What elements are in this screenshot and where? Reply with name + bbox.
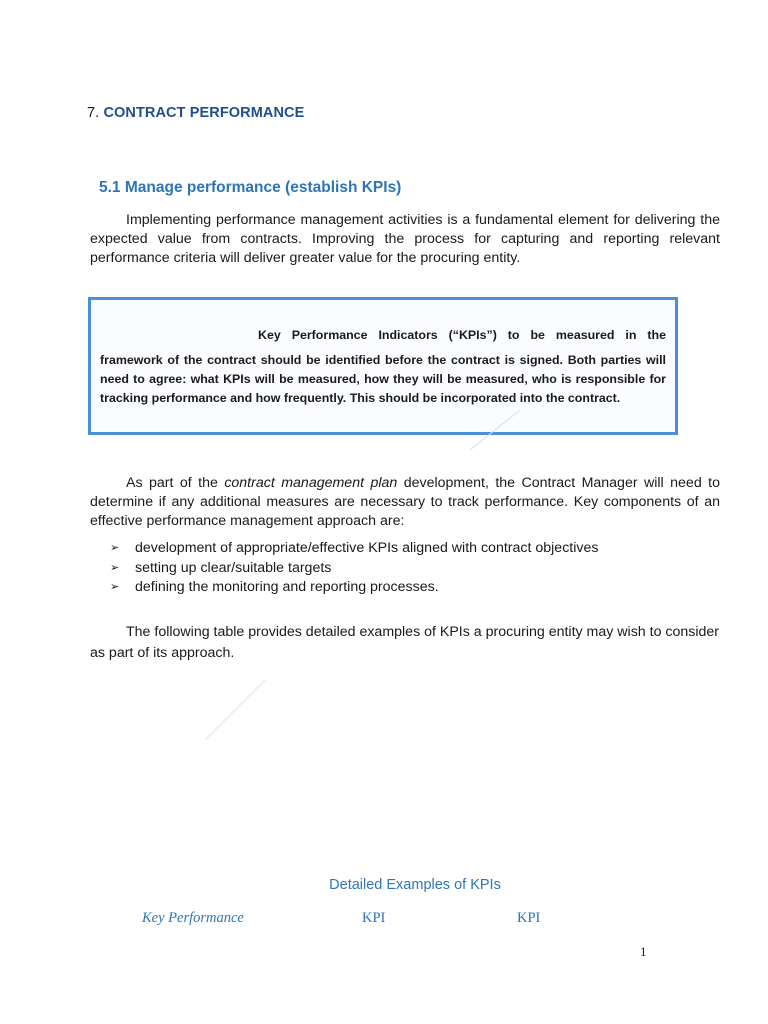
plan-text-before: As part of the — [126, 475, 225, 491]
plan-paragraph — [90, 474, 720, 531]
components-list — [110, 539, 598, 598]
list-item — [110, 559, 598, 579]
faint-line — [205, 680, 265, 740]
page-number: 1 — [640, 944, 647, 959]
table-intro-paragraph — [90, 622, 720, 664]
callout-body: framework of the contract should be identified before the contract is signed. Both parties will need to agree: what KPIs will be measured, how they will be measured, who is responsible for tracking performance and how frequently. This should be incorporated into the contract. — [100, 353, 666, 405]
section-title: CONTRACT PERFORMANCE — [103, 105, 305, 121]
table-caption: Detailed Examples of KPIs — [329, 877, 501, 893]
kpi-callout-box — [88, 297, 678, 435]
list-item — [110, 539, 598, 559]
table-column-header: KPI — [517, 910, 541, 926]
table-intro-text: The following table provides detailed examples of KPIs a procuring entity may wish to consider as part of its approach. — [90, 624, 720, 661]
section-heading — [87, 105, 304, 121]
arrowhead-bullet-icon: ➢ — [110, 581, 120, 593]
callout-text — [100, 326, 666, 408]
list-item-text: defining the monitoring and reporting processes. — [135, 579, 439, 595]
plan-emphasis: contract management plan — [224, 475, 398, 491]
arrowhead-bullet-icon: ➢ — [110, 561, 120, 574]
subsection-title: 5.1 Manage performance (establish KPIs) — [99, 179, 402, 196]
intro-paragraph — [90, 211, 720, 268]
list-item-text: setting up clear/suitable targets — [135, 559, 332, 576]
arrowhead-bullet-icon: ➢ — [110, 542, 120, 554]
callout-first-line — [100, 326, 666, 345]
callout-first-line-text: Key Performance Indicators (“KPIs”) to be measured in the — [258, 328, 666, 342]
plan-text-after: development, the Contract Manager will need to determine if any additional measures are necessary to track performance. Key components of an effective performance management approach are: — [90, 475, 720, 529]
table-column-header: KPI — [362, 910, 386, 926]
section-number: 7. — [87, 105, 100, 121]
table-column-header: Key Performance — [142, 910, 244, 926]
intro-text: Implementing performance management activities is a fundamental element for delivering the expected value from contracts. Improving the process for capturing and reporting relevant performance criteria will deliver greater value for the procuring entity. — [90, 212, 720, 266]
list-item-text: development of appropriate/effective KPIs aligned with contract objectives — [135, 540, 599, 556]
list-item — [110, 578, 598, 598]
